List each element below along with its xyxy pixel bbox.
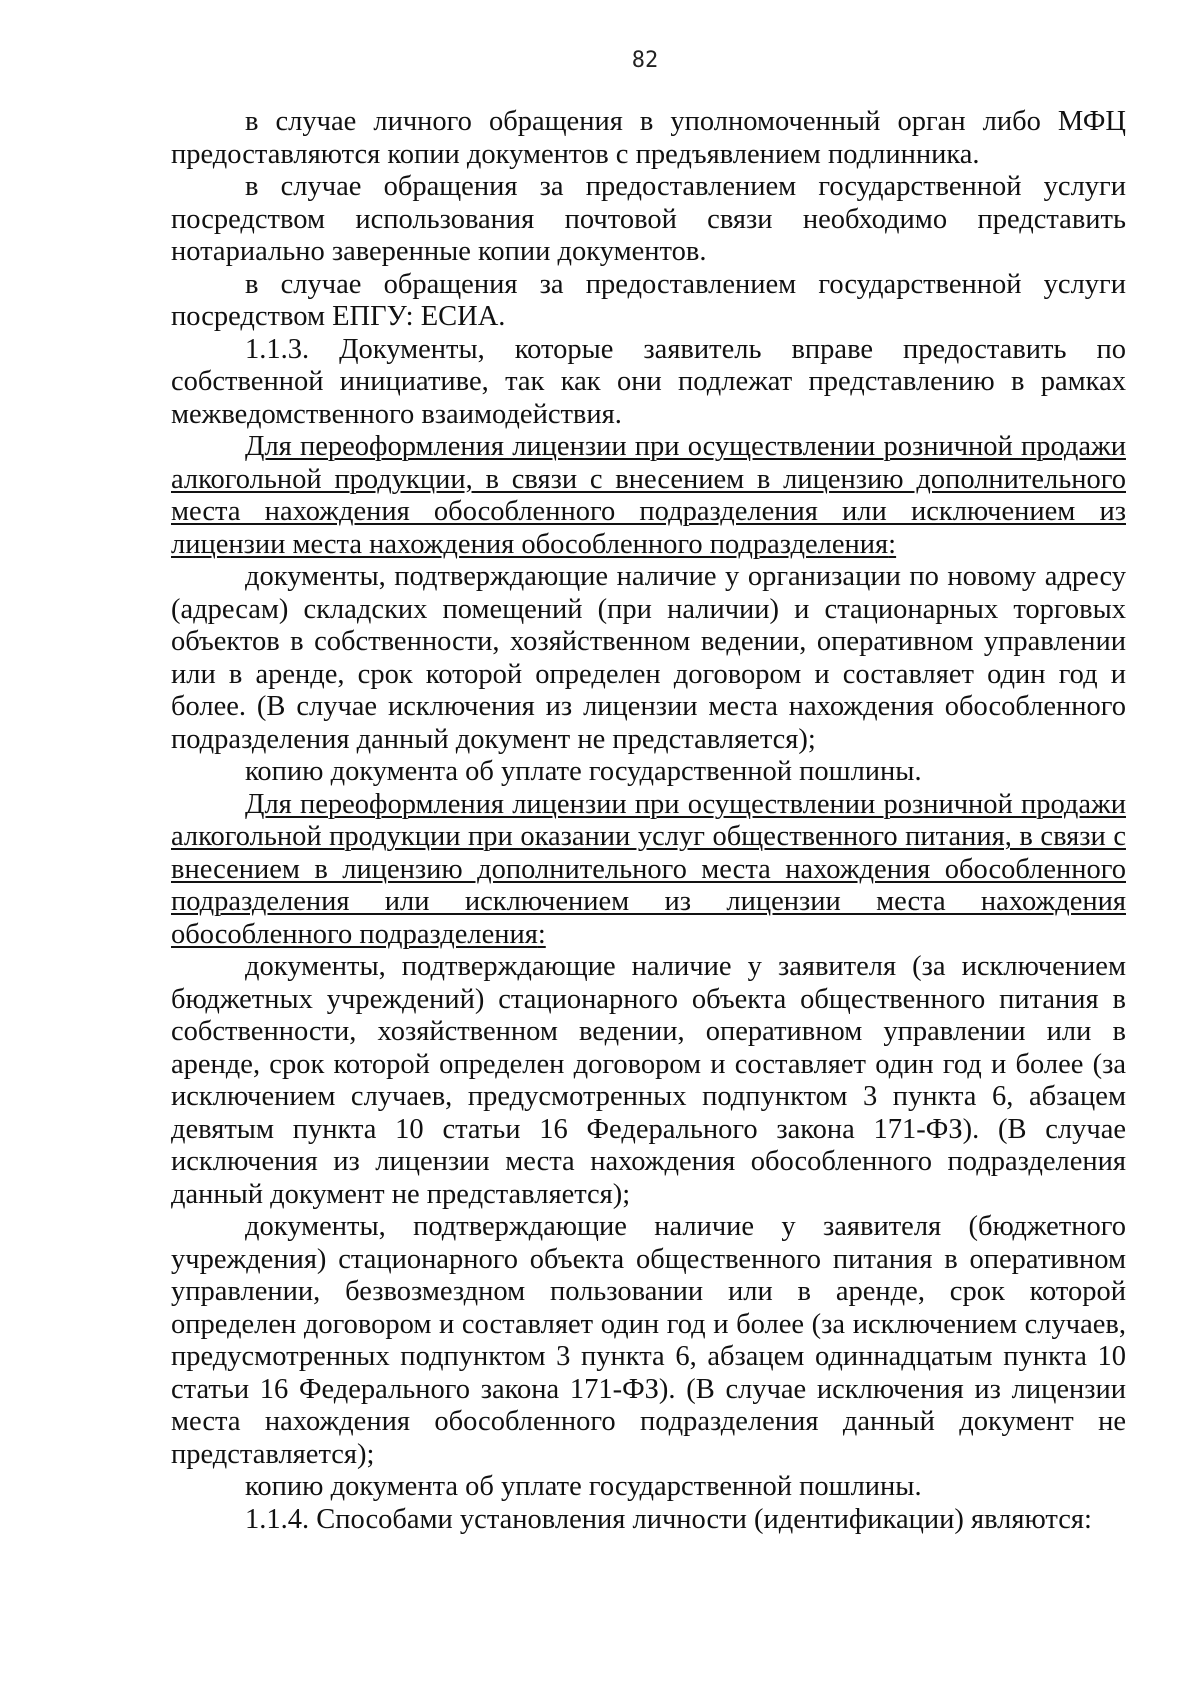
- subheading-retail-license-colon: :: [888, 528, 897, 560]
- subheading-retail-license-text: Для переоформления лицензии при осуществлении розничной продажи алкогольной продукции, в связи с внесением в лицензию дополнительного места нахождения обособленного подразделения или исключением из лицензии места нахождения обособленного подразделения: [171, 431, 1126, 560]
- subheading-catering-license-text: Для переоформления лицензии при осуществлении розничной продажи алкогольной продукции при оказании услуг общественного питания, в связи с внесением в лицензию дополнительного места нахождения обособленного подразделения или исключением из лицензии места нахождения обособленного подразделения: [171, 788, 1126, 950]
- paragraph-retail-duty-copy: копию документа об уплате государственной пошлины.: [245, 756, 922, 787]
- paragraph-epgu-appeal: в случае обращения за предоставлением государственной услуги посредством ЕПГУ: ЕСИА.: [171, 268, 1126, 332]
- paragraph-budget-institution-documents: документы, подтверждающие наличие у заявителя (бюджетного учреждения) стационарного объекта общественного питания в оперативном управлении, безвозмездном пользовании или в аренде, срок которой определен договором и составляет один год и более (за исключением случаев, предусмотренных подпунктом 3 пункта 6, абзацем одиннадцатым пункта 10 статьи 16 Федерального закона 171-ФЗ). (В случае исключения из лицензии места нахождения обособленного подразделения данный документ не представляется);: [171, 1211, 1126, 1470]
- paragraph-personal-appeal: в случае личного обращения в уполномоченный орган либо МФЦ предоставляются копии документов с предъявлением подлинника.: [171, 106, 1126, 170]
- paragraph-catering-duty-copy: копию документа об уплате государственной пошлины.: [245, 1471, 922, 1502]
- paragraph-retail-documents: документы, подтверждающие наличие у организации по новому адресу (адресам) складских помещений (при наличии) и стационарных торговых объектов в собственности, хозяйственном ведении, оперативном управлении или в аренде, срок которой определен договором и составляет один год и более. (В случае исключения из лицензии места нахождения обособленного подразделения данный документ не представляется);: [171, 561, 1126, 755]
- subheading-catering-license-colon: :: [537, 918, 546, 950]
- subheading-catering-license: [171, 789, 1126, 952]
- paragraph-catering-documents: документы, подтверждающие наличие у заявителя (за исключением бюджетных учреждений) стационарного объекта общественного питания в собственности, хозяйственном ведении, оперативном управлении или в аренде, срок которой определен договором и составляет один год и более (за исключением случаев, предусмотренных подпунктом 3 пункта 6, абзацем девятым пункта 10 статьи 16 Федерального закона 171-ФЗ). (В случае исключения из лицензии места нахождения обособленного подразделения данный документ не представляется);: [171, 951, 1126, 1210]
- paragraph-postal-appeal: в случае обращения за предоставлением государственной услуги посредством использования почтовой связи необходимо представить нотариально заверенные копии документов.: [171, 171, 1126, 267]
- paragraph-section-1-1-4: 1.1.4. Способами установления личности (идентификации) являются:: [245, 1503, 1092, 1535]
- page-number: 82: [631, 48, 659, 73]
- subheading-retail-license: [171, 431, 1126, 561]
- paragraph-section-1-1-3: 1.1.3. Документы, которые заявитель вправе предоставить по собственной инициативе, так как они подлежат представлению в рамках межведомственного взаимодействия.: [171, 333, 1126, 430]
- document-body: [171, 106, 1126, 1536]
